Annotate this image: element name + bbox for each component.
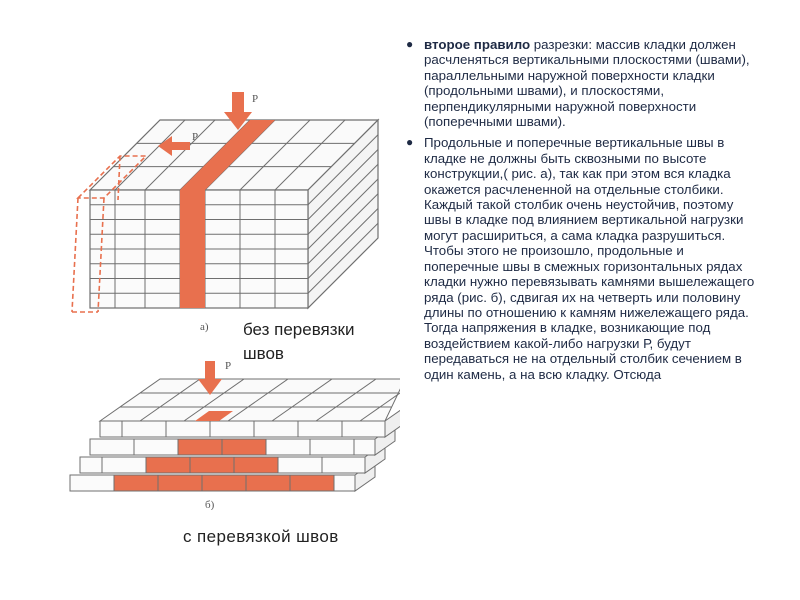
brick — [290, 475, 334, 491]
brick — [114, 475, 158, 491]
brick — [166, 421, 210, 437]
brick — [134, 439, 178, 455]
brick — [146, 457, 190, 473]
figure-b-letter: б) — [205, 499, 215, 510]
brick — [178, 439, 222, 455]
highlight-column-front — [180, 190, 205, 308]
brick — [190, 457, 234, 473]
brick — [202, 475, 246, 491]
brick — [342, 421, 385, 437]
rule-text: разрезки: массив кладки должен расчленяться вертикальными плоскостями (швами), параллельными наружной поверхности кладки (продольными швами), и плоскостями, перпендикулярными наружной поверхности (поперечными швами). — [424, 37, 750, 130]
brick — [210, 421, 254, 437]
brick — [334, 475, 355, 491]
brick — [310, 439, 354, 455]
rule-title: второе правило — [424, 37, 531, 52]
brick — [80, 457, 102, 473]
brick — [266, 439, 310, 455]
brick — [122, 421, 166, 437]
brick — [100, 421, 122, 437]
brick — [354, 439, 375, 455]
load-label-top: P — [252, 93, 259, 105]
bullet-icon: ● — [406, 135, 414, 150]
top-surface — [100, 379, 400, 421]
brick — [254, 421, 298, 437]
brick — [246, 475, 290, 491]
brick — [102, 457, 146, 473]
paragraph-rule — [405, 37, 755, 129]
brick — [322, 457, 365, 473]
brick — [70, 475, 114, 491]
brick — [278, 457, 322, 473]
figure-b-with-bond — [55, 355, 400, 510]
caption-no-bond: без перевязки швов — [243, 320, 355, 363]
explanation-text — [405, 37, 755, 388]
brick — [298, 421, 342, 437]
caption-with-bond: с перевязкой швов — [183, 527, 339, 546]
load-label-b: P — [225, 360, 232, 372]
figure-a-no-bond — [60, 90, 390, 340]
brick — [158, 475, 202, 491]
brick — [90, 439, 134, 455]
load-label-side: P — [192, 131, 199, 143]
figure-a-letter: а) — [200, 321, 209, 333]
paragraph-explanation — [405, 135, 755, 382]
explanation-body: Продольные и поперечные вертикальные швы в кладке не должны быть сквозными по высоте конструкции,( рис. а), так как при этом вся кладка окажется расчлененной на отдельные столбики. Каждый такой столбик очень неустойчив, поэтому швы в кладке под влиянием вертикальной нагрузки могут расшириться, а сама кладка разрушиться. Чтобы этого не произошло, продольные и поперечные швы в смежных горизонтальных рядах кладки нужно перевязывать камнями вышележащего ряда (рис. б), сдвигая их на четверть или половину длины по отношению к камням нижележащего ряда. Тогда напряжения в кладке, возникающие под воздействием какой-либо нагрузки Р, будут передаваться не на отдельный столбик сечением в один камень, а на всю кладку. Отсюда — [424, 135, 755, 382]
bullet-icon: ● — [406, 37, 414, 51]
brick — [234, 457, 278, 473]
brick — [222, 439, 266, 455]
